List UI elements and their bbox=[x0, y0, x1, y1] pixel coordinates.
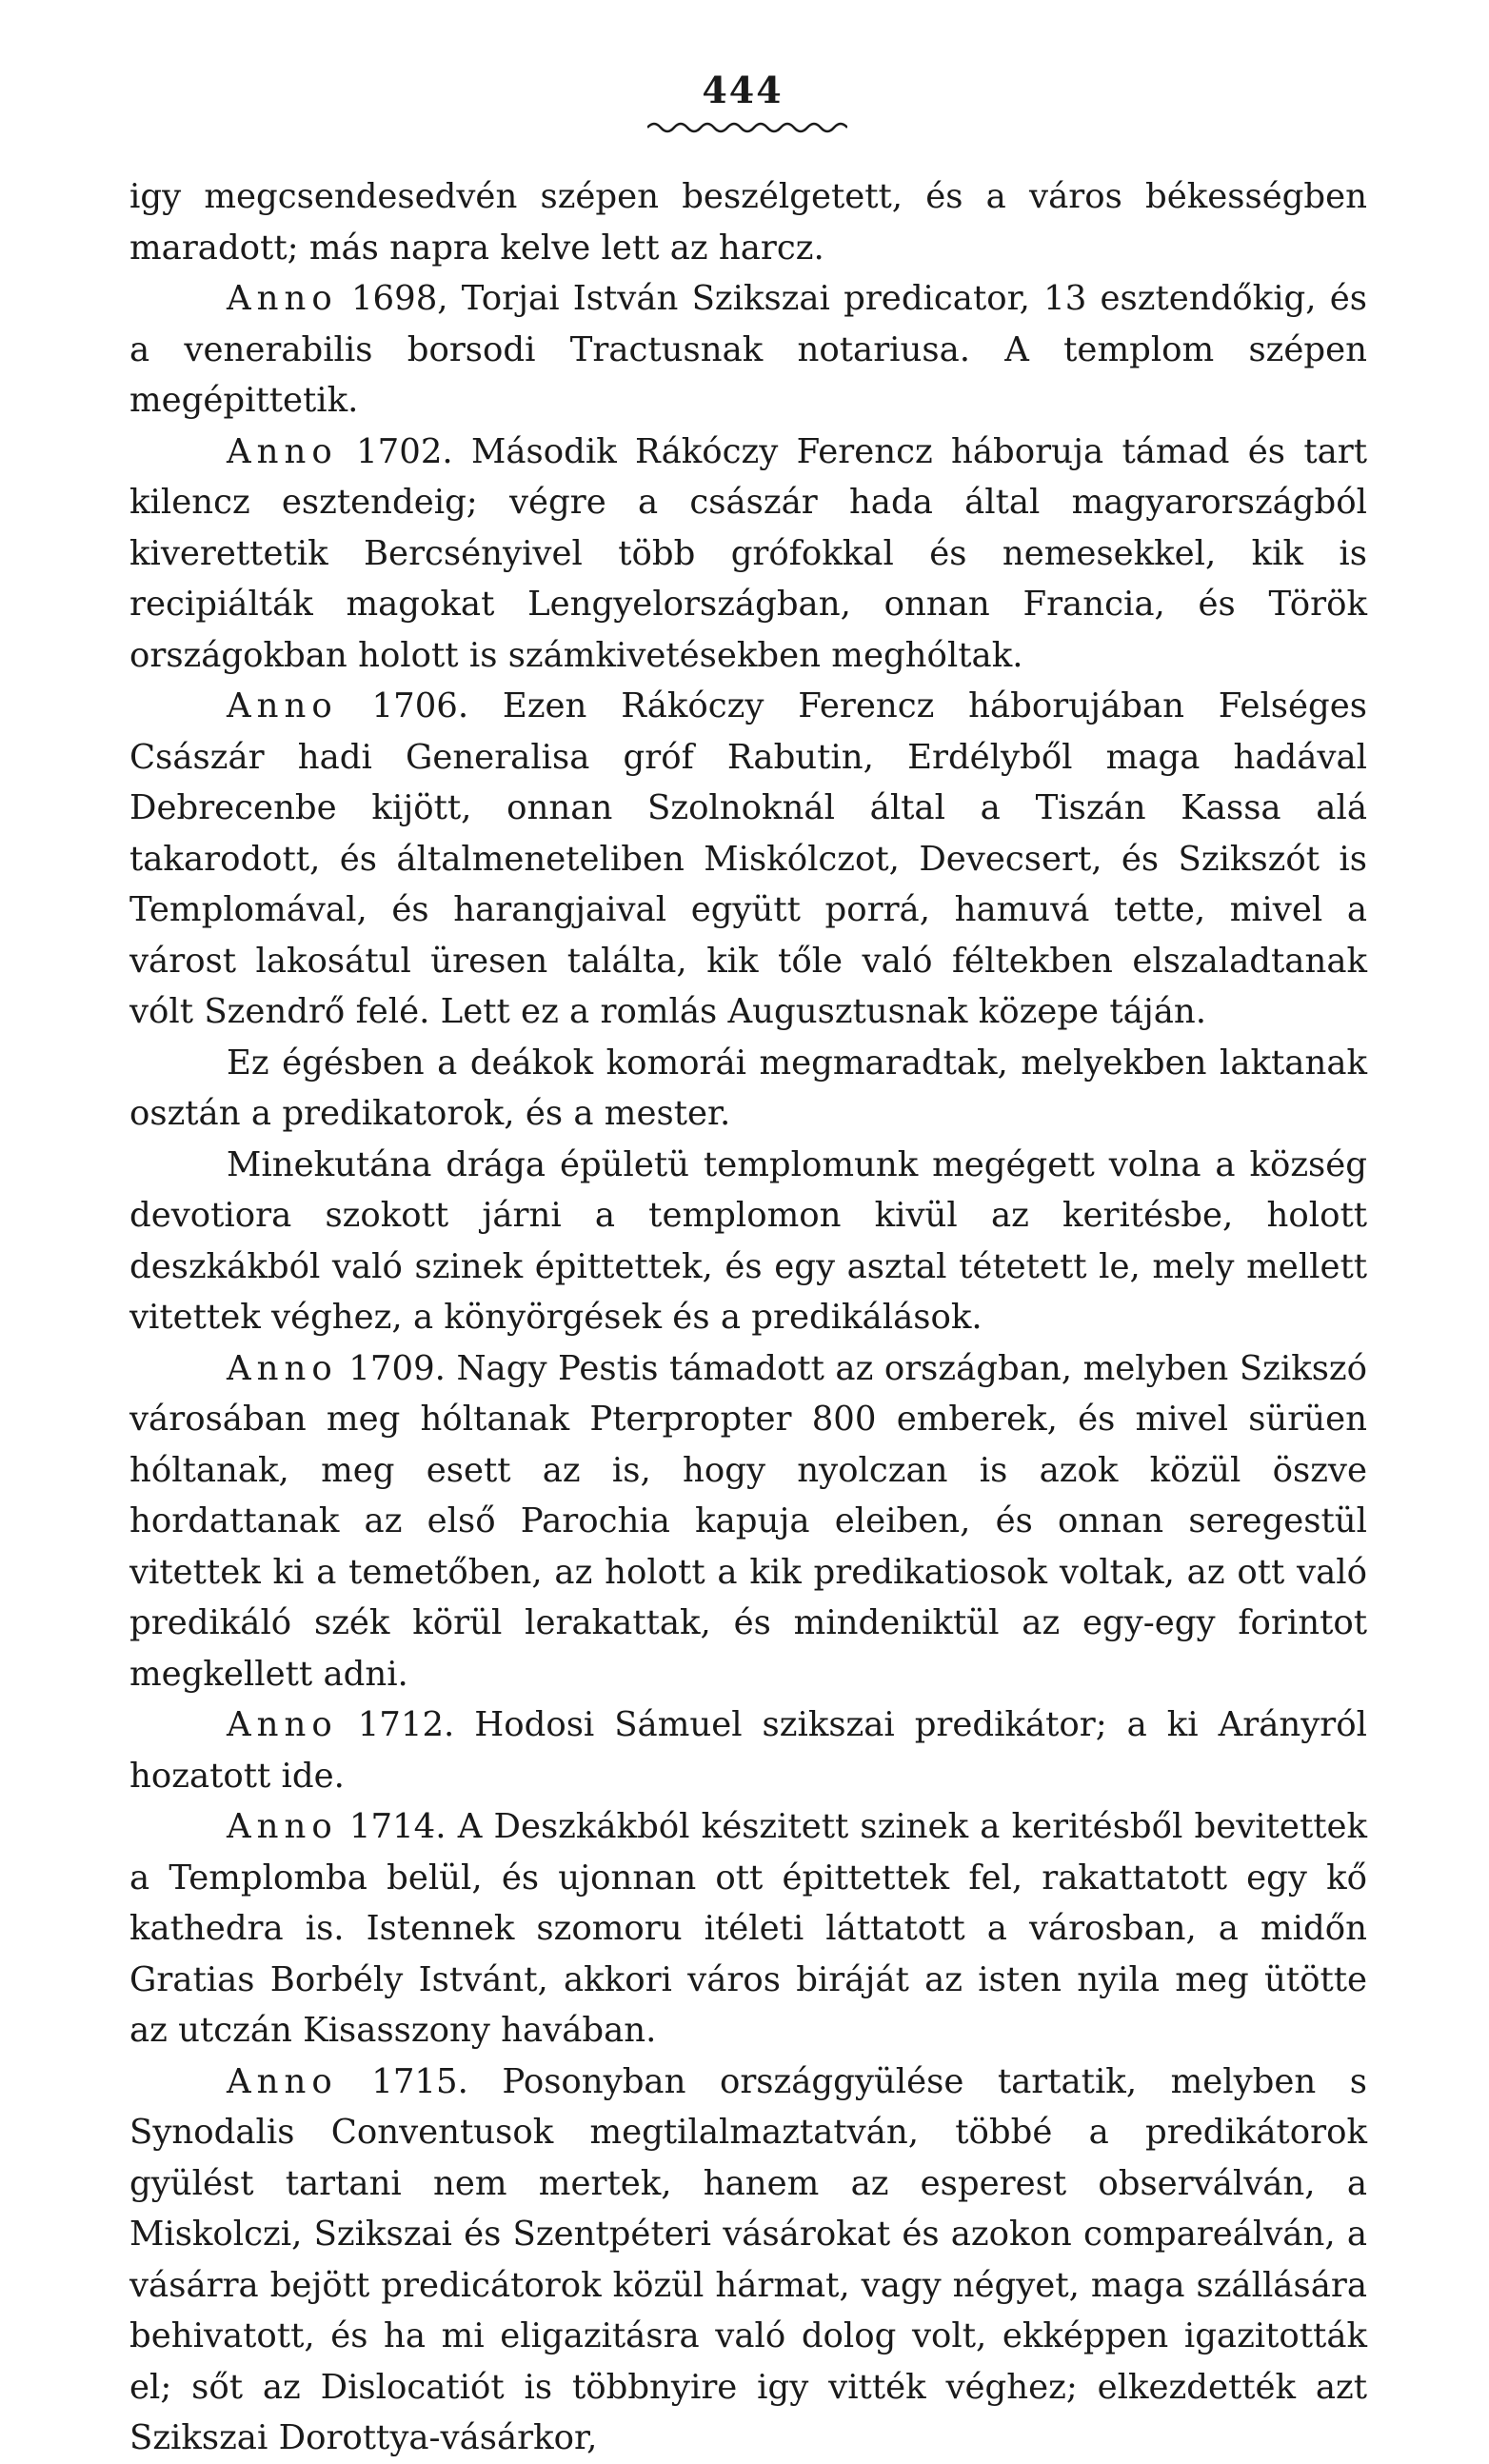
paragraph-text: igy megcsendesedvén szépen beszélgetett, és a város békességben maradott; más napra kelve lett az harcz. bbox=[129, 177, 1367, 268]
paragraph bbox=[129, 1699, 1367, 1801]
anno-label: Anno bbox=[227, 279, 338, 318]
paragraph-text: 1712. Hodosi Sámuel szikszai predikátor; a ki Arányról hozatott ide. bbox=[129, 1705, 1367, 1796]
paragraph bbox=[129, 681, 1367, 1038]
paragraph bbox=[129, 1801, 1367, 2057]
paragraph bbox=[129, 273, 1367, 427]
paragraph bbox=[129, 2057, 1367, 2464]
body-text bbox=[129, 171, 1367, 2464]
paragraph-text: 1698, Torjai István Szikszai predicator, 13 esztendőkig, és a venerabilis borsodi Tractusnak notariusa. A templom szépen megépittetik. bbox=[129, 279, 1367, 420]
paragraph-text: 1714. A Deszkákból készitett szinek a keritésből bevitettek a Templomba belül, és ujonnan ott épittettek fel, rakattatott egy kő kathedra is. Istennek szomoru itéleti láttatott a városban, a midőn Gratias Borbély Istvánt, akkori város biráját az isten nyila meg ütötte az utczán Kisasszony havában. bbox=[129, 1807, 1367, 2050]
paragraph-text: Ez égésben a deákok komorái megmaradtak, melyekben laktanak osztán a predikatorok, és a mester. bbox=[129, 1043, 1367, 1133]
paragraph bbox=[129, 427, 1367, 682]
paragraph-text: 1715. Posonyban országgyülése tartatik, melyben s Synodalis Conventusok megtilalmaztatván, többé a predikátorok gyülést tartani nem mertek, hanem az esperest observálván, a Miskolczi, Szikszai és Szentpéteri vásárokat és azokon compareálván, a vásárra bejött predicátorok közül hármat, vagy négyet, maga szállására behivatott, és ha mi eligazitásra való dolog volt, ekképpen igazitották el; sőt az Dislocatiót is többnyire igy vitték véghez; elkezdették azt Szikszai Dorottya-vásárkor, bbox=[129, 2061, 1367, 2457]
paragraph bbox=[129, 1038, 1367, 1140]
paragraph-text: Minekutána drága épületü templomunk megégett volna a község devotiora szokott járni a templomon kivül az keritésbe, holott deszkákból való szinek épittettek, és egy asztal tétetett le, mely mellett vitettek véghez, a könyörgések és a predikálások. bbox=[129, 1144, 1367, 1337]
paragraph-text: 1702. Második Rákóczy Ferencz háboruja támad és tart kilencz esztendeig; végre a császár hada által magyarországból kiverettetik Bercsényivel több grófokkal és nemesekkel, kik is recipiálták magokat Lengyelországban, onnan Francia, és Török országokban holott is számkivetésekben meghóltak. bbox=[129, 431, 1367, 675]
wavy-rule-ornament bbox=[647, 118, 847, 137]
anno-label: Anno bbox=[227, 686, 338, 725]
paragraph-text: 1706. Ezen Rákóczy Ferencz háborujában Felséges Császár hadi Generalisa gróf Rabutin, Erdélyből maga hadával Debrecenbe kijött, onnan Szolnoknál által a Tiszán Kassa alá takarodott, és általmeneteliben Miskólczot, Devecsert, és Szikszót is Templomával, és harangjaival együtt porrá, hamuvá tette, mivel a várost lakosátul üresen találta, kik tőle való féltekben elszaladtanak vólt Szendrő felé. Lett ez a romlás Augusztusnak közepe táján. bbox=[129, 686, 1367, 1031]
anno-label: Anno bbox=[227, 431, 338, 471]
anno-label: Anno bbox=[227, 1705, 338, 1744]
anno-label: Anno bbox=[227, 1348, 338, 1388]
paragraph bbox=[129, 171, 1367, 273]
page-number: 444 bbox=[702, 69, 784, 111]
paragraph-text: 1709. Nagy Pestis támadott az országban, melyben Szikszó városában meg hóltanak Pterpropter 800 emberek, és mivel sürüen hóltanak, meg esett az is, hogy nyolczan is azok közül öszve hordattanak az első Parochia kapuja eleiben, és onnan seregestül vitettek ki a temetőben, az holott a kik predikatiosok voltak, az ott való predikáló szék körül lerakattak, és mindeniktül az egy-egy forintot megkellett adni. bbox=[129, 1348, 1367, 1694]
anno-label: Anno bbox=[227, 1807, 338, 1846]
anno-label: Anno bbox=[227, 2061, 338, 2101]
paragraph bbox=[129, 1140, 1367, 1343]
paragraph bbox=[129, 1343, 1367, 1700]
